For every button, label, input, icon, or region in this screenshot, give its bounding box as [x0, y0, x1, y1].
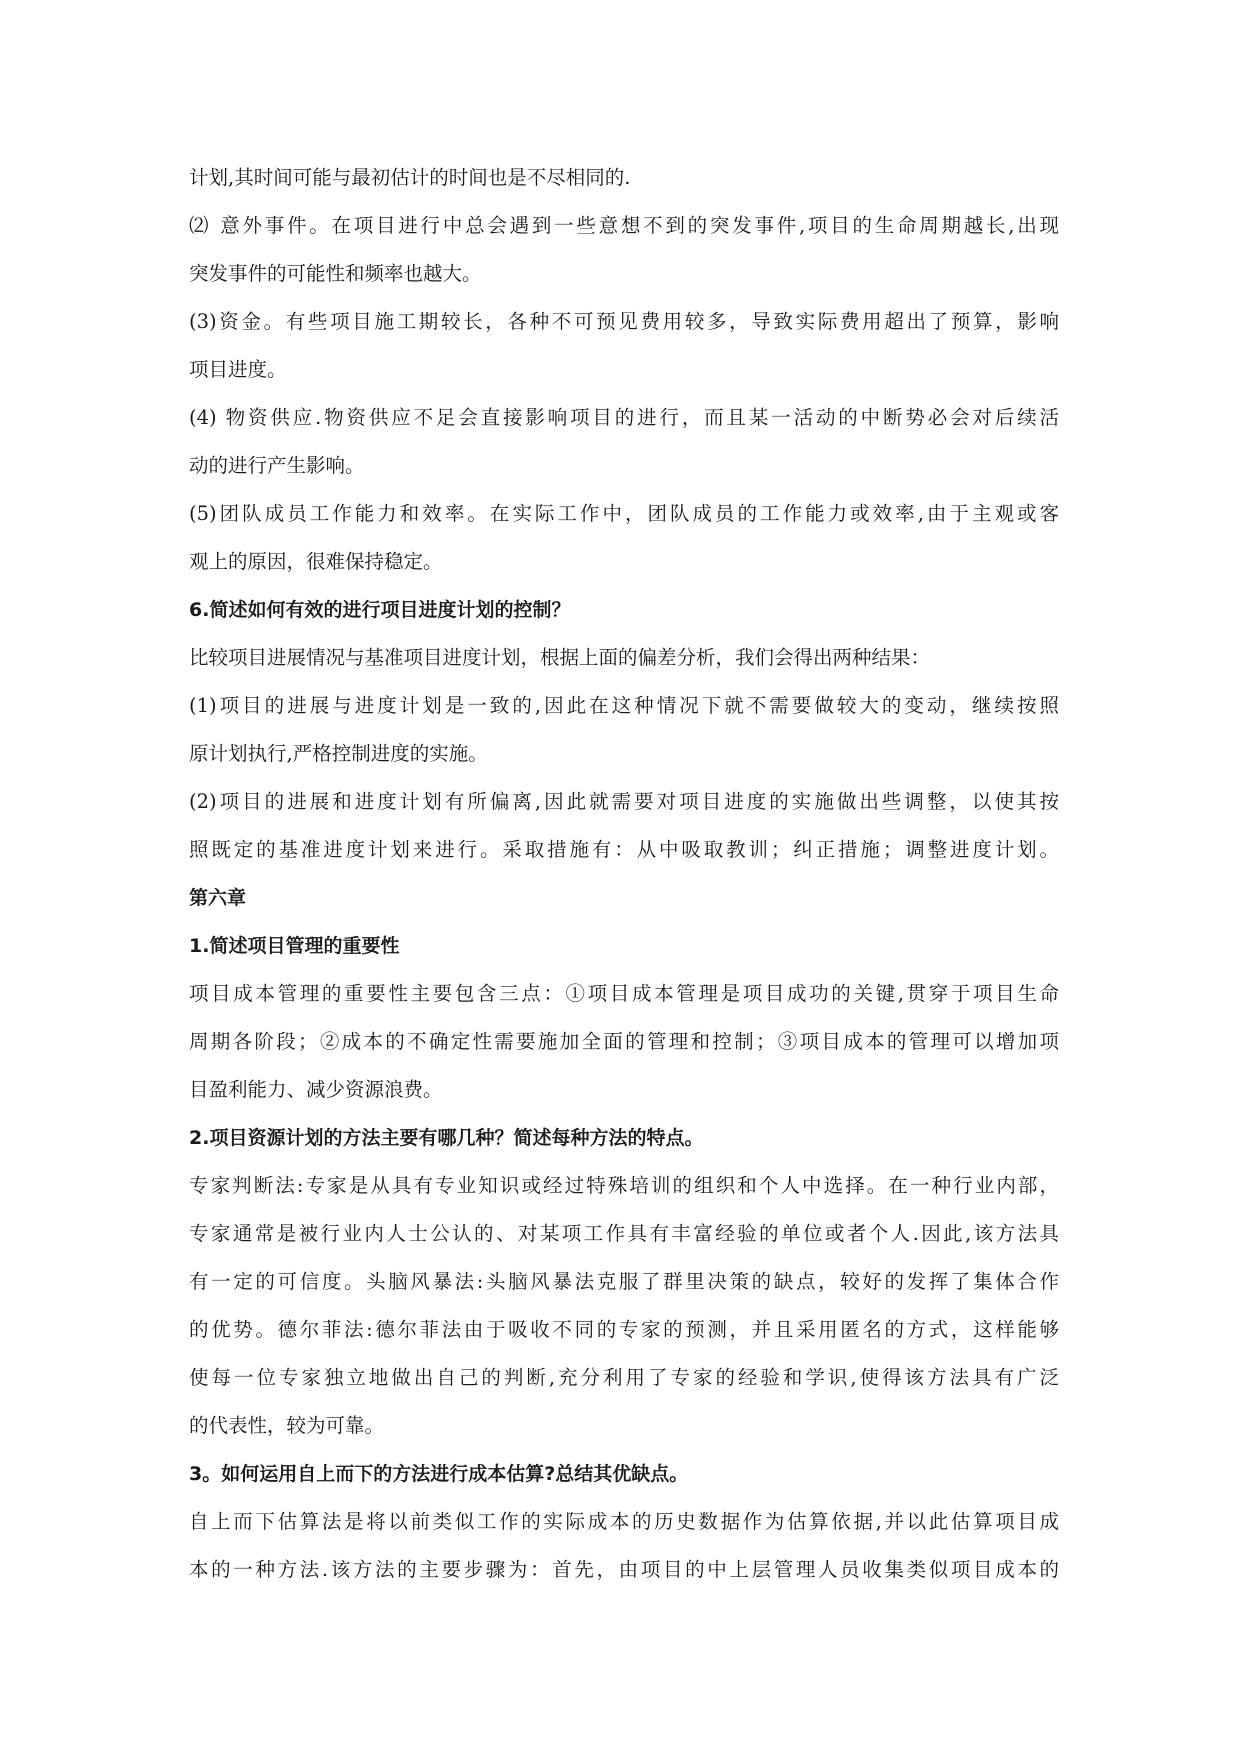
- paragraph-line: 比较项目进展情况与基准项目进度计划，根据上面的偏差分析，我们会得出两种结果：: [189, 646, 931, 669]
- paragraph-line: 目盈利能力、减少资源浪费。: [189, 1078, 443, 1101]
- paragraph-line: 的代表性，较为可靠。: [189, 1414, 385, 1437]
- paragraph-line: 使每一位专家独立地做出自己的判断,充分利用了专家的经验和学识,使得该方法具有广泛: [189, 1366, 1059, 1389]
- paragraph-line: ⑵ 意外事件。在项目进行中总会遇到一些意想不到的突发事件,项目的生命周期越长,出现: [189, 214, 1059, 237]
- paragraph-line: 项目成本管理的重要性主要包含三点：①项目成本管理是项目成功的关键,贯穿于项目生命: [189, 982, 1059, 1005]
- paragraph-line: 本的一种方法.该方法的主要步骤为：首先，由项目的中上层管理人员收集类似项目成本的: [189, 1558, 1059, 1581]
- paragraph-line: 观上的原因，很难保持稳定。: [189, 550, 443, 573]
- paragraph-line: 项目进度。: [189, 358, 287, 381]
- section-heading-line: 6.简述如何有效的进行项目进度计划的控制？: [189, 599, 571, 621]
- section-heading-line: 1.简述项目管理的重要性: [189, 935, 400, 957]
- paragraph-line: 动的进行产生影响。: [189, 454, 365, 477]
- paragraph-line: 照既定的基准进度计划来进行。采取措施有：从中吸取教训；纠正措施；调整进度计划。: [189, 838, 1059, 861]
- paragraph-line: 有一定的可信度。头脑风暴法:头脑风暴法克服了群里决策的缺点，较好的发挥了集体合作: [189, 1270, 1059, 1293]
- paragraph-line: 计划,其时间可能与最初估计的时间也是不尽相同的.: [189, 166, 631, 189]
- document-body: [189, 154, 1059, 1594]
- paragraph-line: (3)资金。有些项目施工期较长，各种不可预见费用较多，导致实际费用超出了预算，影响: [189, 310, 1059, 333]
- paragraph-line: 突发事件的可能性和频率也越大。: [189, 262, 482, 285]
- section-heading-line: 2.项目资源计划的方法主要有哪几种？简述每种方法的特点。: [189, 1127, 704, 1149]
- paragraph-line: (2)项目的进展和进度计划有所偏离,因此就需要对项目进度的实施做出些调整，以使其按: [189, 790, 1059, 813]
- paragraph-line: (4) 物资供应.物资供应不足会直接影响项目的进行，而且某一活动的中断势必会对后续活: [189, 406, 1059, 429]
- paragraph-line: 专家通常是被行业内人士公认的、对某项工作具有丰富经验的单位或者个人.因此,该方法具: [189, 1222, 1059, 1245]
- paragraph-line: 自上而下估算法是将以前类似工作的实际成本的历史数据作为估算依据,并以此估算项目成: [189, 1510, 1059, 1533]
- paragraph-line: (5)团队成员工作能力和效率。在实际工作中，团队成员的工作能力或效率,由于主观或客: [189, 502, 1059, 525]
- paragraph-line: 原计划执行,严格控制进度的实施。: [189, 742, 488, 765]
- section-heading-line: 第六章: [189, 887, 247, 909]
- paragraph-line: (1)项目的进展与进度计划是一致的,因此在这种情况下就不需要做较大的变动，继续按照: [189, 694, 1059, 717]
- paragraph-line: 专家判断法:专家是从具有专业知识或经过特殊培训的组织和个人中选择。在一种行业内部，: [189, 1174, 1059, 1197]
- paragraph-line: 周期各阶段；②成本的不确定性需要施加全面的管理和控制；③项目成本的管理可以增加项: [189, 1030, 1059, 1053]
- paragraph-line: 的优势。德尔菲法:德尔菲法由于吸收不同的专家的预测，并且采用匿名的方式，这样能够: [189, 1318, 1059, 1341]
- section-heading-line: 3。如何运用自上而下的方法进行成本估算?总结其优缺点。: [189, 1463, 689, 1485]
